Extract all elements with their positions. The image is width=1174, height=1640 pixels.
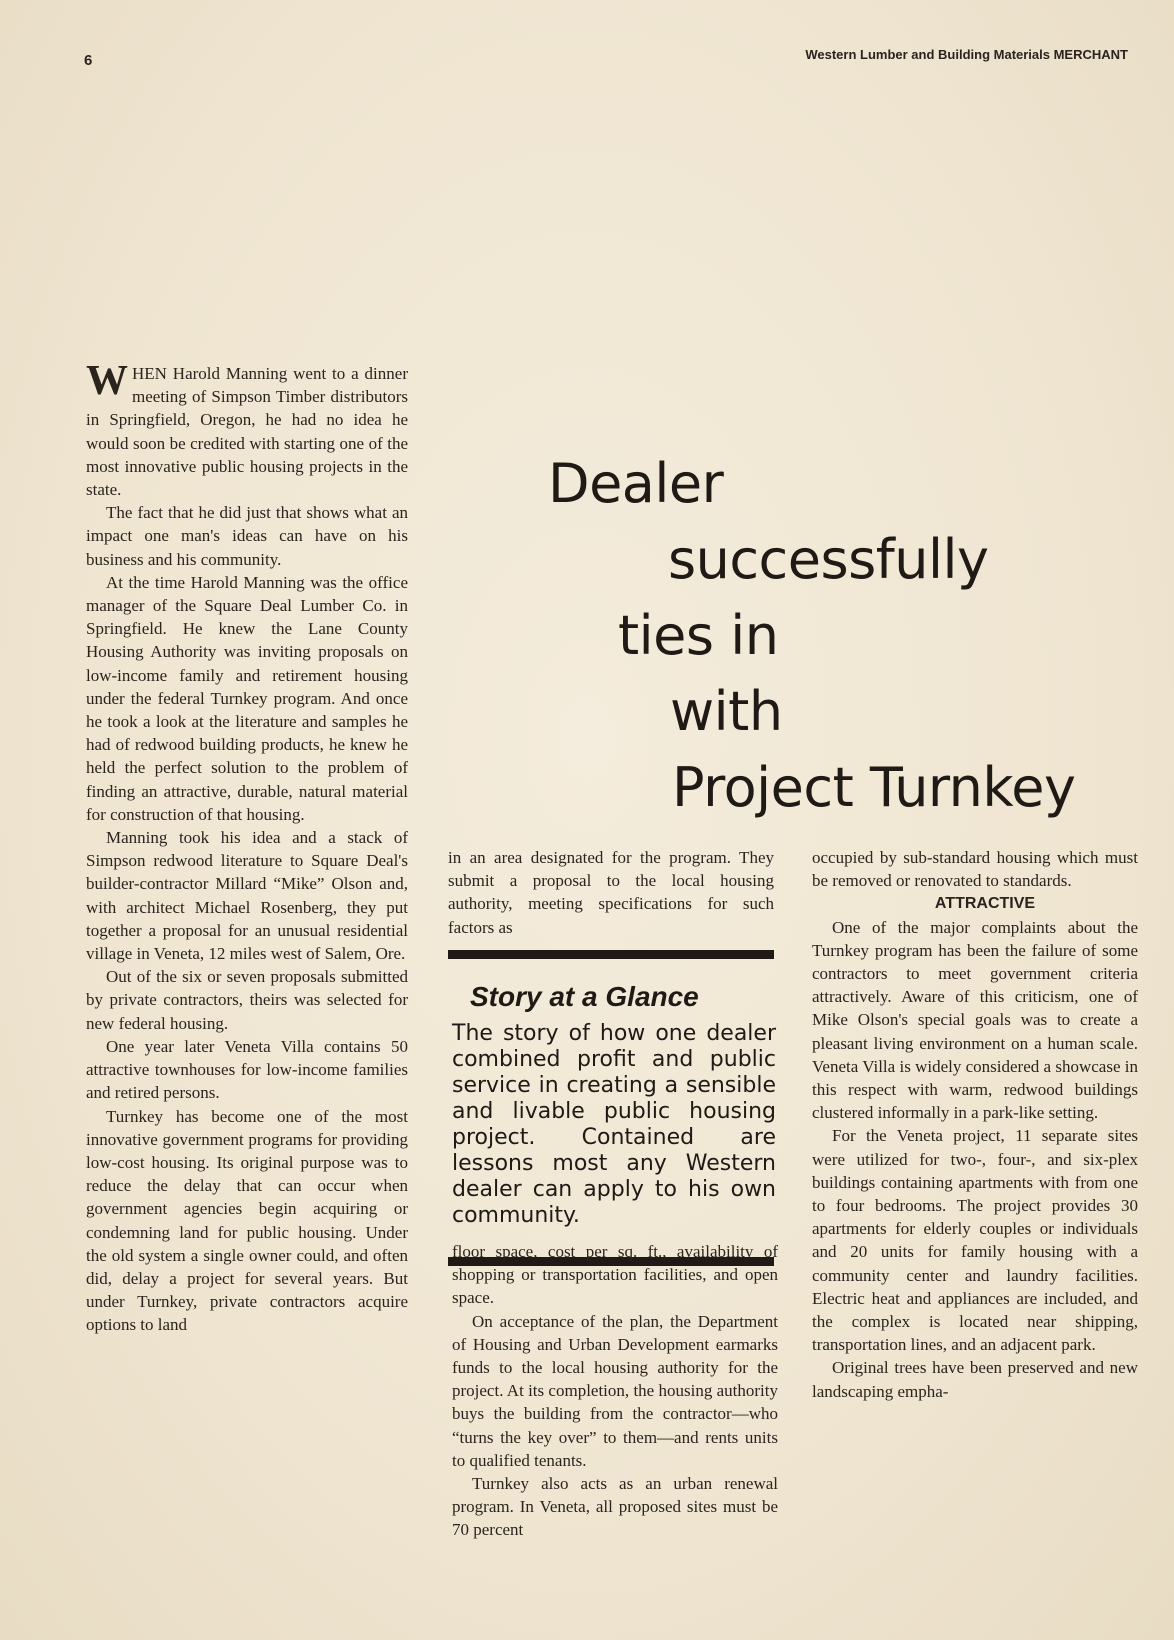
paragraph: Turnkey has become one of the most innovative government programs for providing low-cost housing. Its original purpose was to reduce the delay that can occur when government agencies begin acquiring or condemning land for public housing. Under the old system a single owner could, and often did, delay a project for several years. But under Turnkey, private contractors acquire options to land <box>86 1106 408 1335</box>
drop-cap: W <box>86 358 128 404</box>
section-subhead: ATTRACTIVE <box>934 895 1036 913</box>
paragraph: floor space, cost per sq. ft., availability of shopping or transportation facilities, and open space. <box>452 1242 778 1308</box>
paragraph: occupied by sub-standard housing which must be removed or renovated to standards. <box>812 848 1138 891</box>
top-rule <box>448 950 774 959</box>
page-number: 6 <box>84 52 93 69</box>
paragraph: On acceptance of the plan, the Department of Housing and Urban Development earmarks funds to the local housing authority for the project. At its completion, the housing authority buys the building from the contractor—who “turns the key over” to them—and rents units to qualified tenants. <box>452 1311 778 1470</box>
paragraph: At the time Harold Manning was the office manager of the Square Deal Lumber Co. in Springfield. He knew the Lane County Housing Authority was inviting proposals on low-income family and retirement housing under the federal Turnkey program. And once he took a look at the literature and samples he had of redwood building products, he knew he held the perfect solution to the problem of finding an attractive, durable, natural material for construction of that housing. <box>86 572 408 824</box>
paragraph: The fact that he did just that shows what an impact one man's ideas can have on his business and his community. <box>86 503 408 569</box>
headline-line-2: successfully <box>668 528 989 592</box>
article-headline <box>548 446 1076 826</box>
paragraph: Manning took his idea and a stack of Simpson redwood literature to Square Deal's builder-contractor Millard “Mike” Olson and, with architect Michael Rosenberg, they put together a proposal for an unusual residential village in Veneta, 12 miles west of Salem, Ore. <box>86 828 408 964</box>
headline-line-1: Dealer <box>548 452 724 516</box>
article-column-1 <box>86 358 408 1337</box>
article-column-2-bottom <box>452 1240 778 1542</box>
paragraph: For the Veneta project, 11 separate sites were utilized for two-, four-, and six-plex buildings containing apartments with from one to four bedrooms. The project provides 30 apartments for elderly couples or individuals and 20 units for family housing with a community center and laundry facilities. Electric heat and appliances are included, and the complex is located near shipping, transportation lines, and an adjacent park. <box>812 1126 1138 1355</box>
publication-title: Western Lumber and Building Materials MERCHANT <box>805 47 1128 62</box>
headline-line-3: ties in <box>618 604 779 668</box>
paragraph: Out of the six or seven proposals submitted by private contractors, theirs was selected for new federal housing. <box>86 967 408 1033</box>
paragraph: WHEN Harold Manning went to a dinner meeting of Simpson Timber distributors in Springfield, Oregon, he had no idea he would soon be credited with starting one of the most innovative public housing projects in the state. <box>86 358 408 500</box>
headline-line-5: Project Turnkey <box>672 756 1076 820</box>
headline-line-4: with <box>670 680 783 744</box>
paragraph: Original trees have been preserved and new landscaping empha- <box>812 1358 1138 1401</box>
article-column-2-top <box>448 846 774 939</box>
paragraph: One year later Veneta Villa contains 50 attractive townhouses for low-income families and retired persons. <box>86 1036 408 1103</box>
paragraph: in an area designated for the program. They submit a proposal to the local housing authority, meeting specifications for such factors as <box>448 848 774 937</box>
sidebar-summary: The story of how one dealer combined profit and public service in creating a sensible and livable public housing project. Contained are lessons most any Western dealer can apply to his own community. <box>452 1021 776 1228</box>
article-column-3 <box>812 846 1138 1403</box>
paragraph: Turnkey also acts as an urban renewal program. In Veneta, all proposed sites must be 70 percent <box>452 1474 778 1540</box>
story-at-a-glance-box <box>448 950 776 1266</box>
paragraph: One of the major complaints about the Turnkey program has been the failure of some contractors to meet government criteria attractively. Aware of this criticism, one of Mike Olson's special goals was to create a pleasant living environment on a human scale. Veneta Villa is widely considered a showcase in this respect with warm, redwood buildings clustered informally in a park-like setting. <box>812 917 1138 1123</box>
sidebar-title: Story at a Glance <box>470 981 699 1012</box>
